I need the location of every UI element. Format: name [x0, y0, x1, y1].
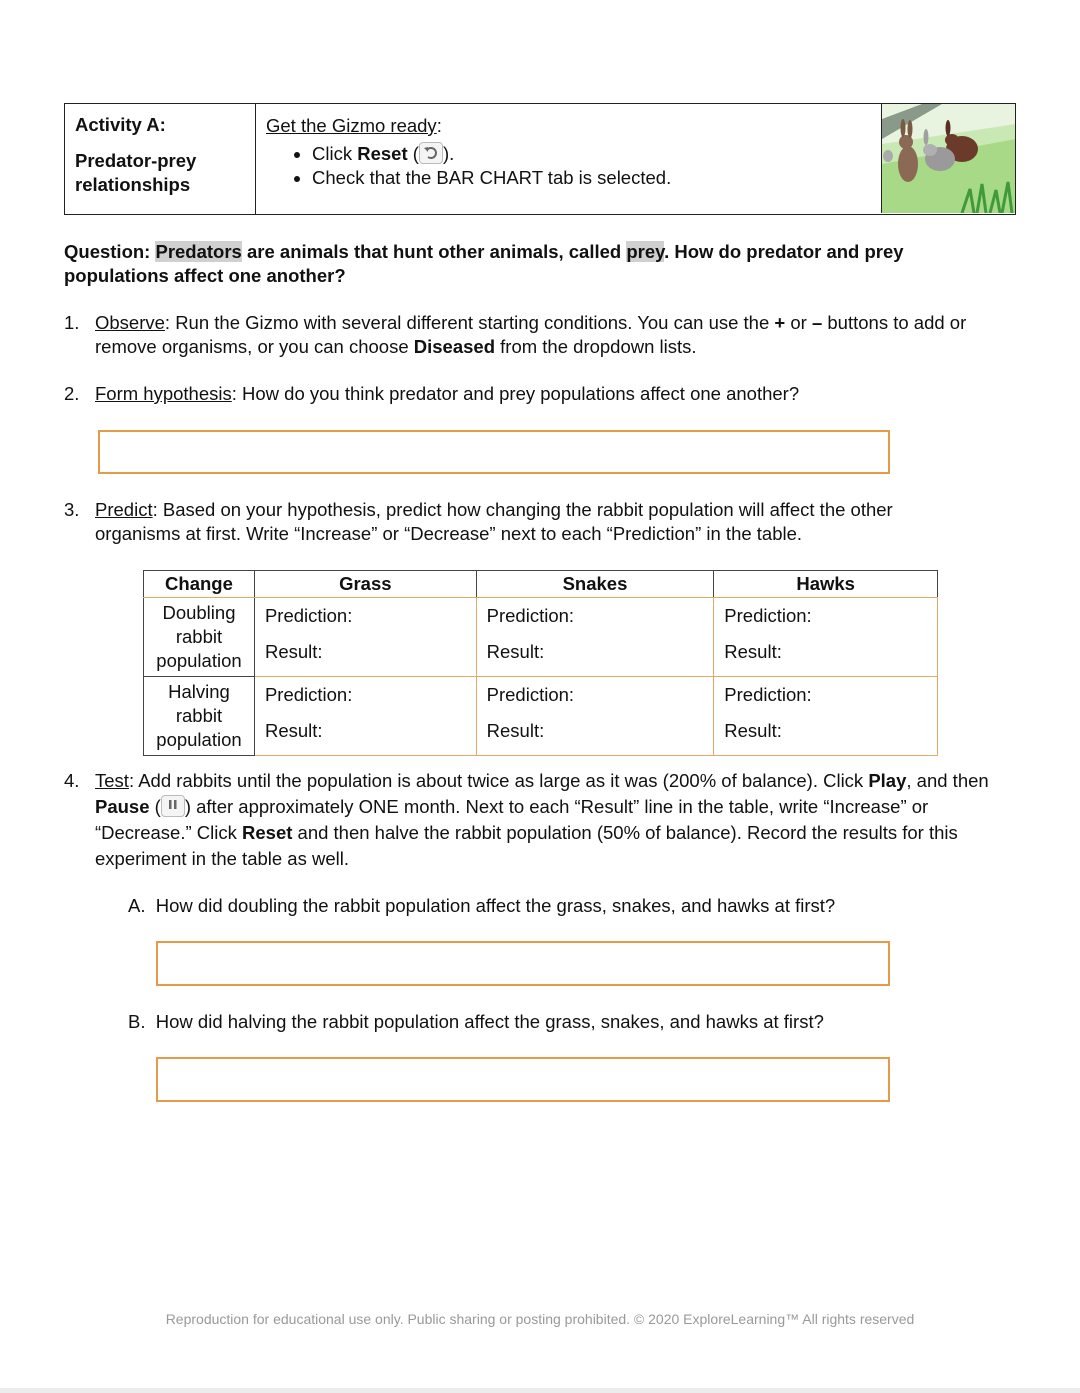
activity-title-cell [65, 104, 256, 214]
question: Question: Predators are animals that hunt other animals, called prey. How do predator and prey populations affect one another? [64, 241, 904, 286]
change-cell: Halving rabbit population [144, 677, 255, 756]
header-grass: Grass [254, 571, 476, 598]
header-snakes: Snakes [476, 571, 714, 598]
activity-instructions [256, 104, 881, 214]
header-change: Change [144, 571, 255, 598]
page-bottom-edge [0, 1388, 1080, 1393]
hawks-cell[interactable]: Prediction: Result: [714, 598, 938, 677]
activity-subtitle: Predator-prey relationships [75, 150, 197, 195]
ready-bullets [266, 142, 871, 190]
hawks-cell[interactable]: Prediction: Result: [714, 677, 938, 756]
prediction-table [143, 570, 938, 756]
reset-icon [419, 142, 443, 164]
pause-icon [161, 795, 185, 817]
grass-cell[interactable]: Prediction: Result: [254, 598, 476, 677]
snakes-cell[interactable]: Prediction: Result: [476, 677, 714, 756]
ready-heading: Get the Gizmo ready: [266, 115, 442, 136]
activity-label: Activity A: [75, 114, 166, 135]
item-test: 4. Test: Add rabbits until the population is about twice as large as it was (200% of balance). Click Play, and then Pause ( ) after approximately ONE month. Next to each “Result” line in the table, write “Increase” or “Decrease.” Click Reset and then halve the rabbit population (50% of balance). Record the results for this experiment in the table as well. [64, 770, 989, 869]
item-observe: 1. Observe: Run the Gizmo with several different starting conditions. You can use the + or – buttons to add or remove organisms, or you can choose Diseased from the dropdown lists. [64, 312, 967, 357]
footer-copyright: Reproduction for educational use only. Public sharing or posting prohibited. © 2020 ExploreLearning™ All rights reserved [165, 1311, 915, 1327]
rabbits-illustration [881, 104, 1015, 213]
grass-cell[interactable]: Prediction: Result: [254, 677, 476, 756]
item-hypothesis: 2. Form hypothesis: How do you think predator and prey populations affect one another? [64, 383, 800, 404]
bullet-reset: • Click Reset ( ). [312, 142, 871, 166]
subquestion-a: A. How did doubling the rabbit population affect the grass, snakes, and hawks at first? [128, 895, 836, 916]
change-cell: Doubling rabbit population [144, 598, 255, 677]
halving-answer-box[interactable] [156, 1057, 890, 1102]
subquestion-b: B. How did halving the rabbit population affect the grass, snakes, and hawks at first? [128, 1011, 824, 1032]
hypothesis-answer-box[interactable] [98, 430, 890, 474]
bullet-bar-chart: • Check that the BAR CHART tab is selected. [312, 166, 871, 190]
table-header-row [144, 571, 938, 598]
doubling-answer-box[interactable] [156, 941, 890, 986]
activity-header [64, 103, 1016, 215]
item-predict: 3. Predict: Based on your hypothesis, predict how changing the rabbit population will affect the other organisms at first. Write “Increase” or “Decrease” next to each “Prediction” in the table. [64, 499, 893, 544]
table-row-halving [144, 677, 938, 756]
header-hawks: Hawks [714, 571, 938, 598]
snakes-cell[interactable]: Prediction: Result: [476, 598, 714, 677]
table-row-doubling [144, 598, 938, 677]
